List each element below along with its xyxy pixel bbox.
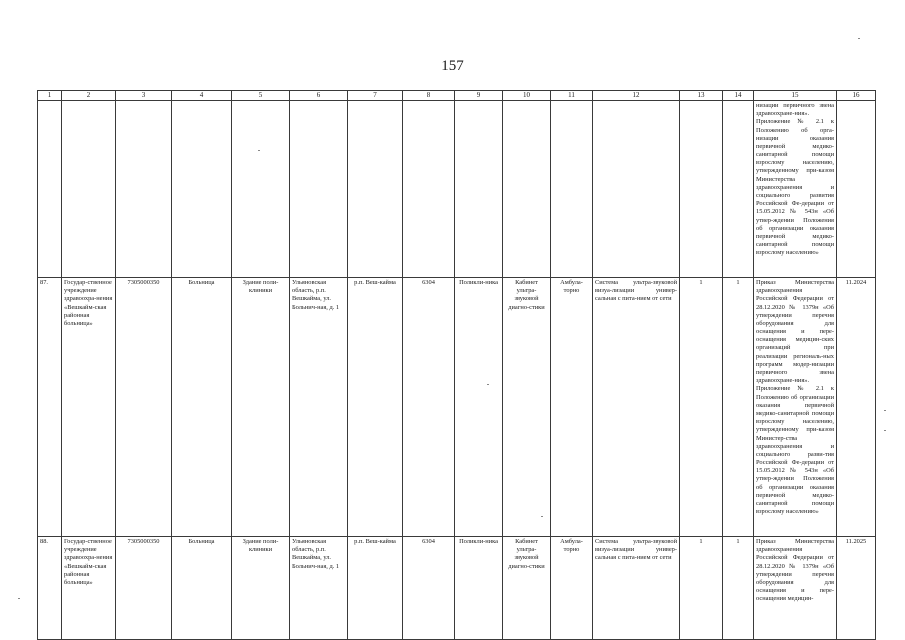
- oktmo-cell: 6304: [403, 536, 455, 639]
- quantity-cell: 1: [680, 277, 723, 536]
- quantity-cell: 1: [680, 536, 723, 639]
- scan-speck: [884, 430, 886, 431]
- basis-cell: Приказ Министерства здравоохранения Российской Федерации от 28.12.2020 № 1379н «Об утверждении перечня оборудования для оснащения и пере-оснащения медицин-ских организаций при реализации региональ-ных программ модер-низации первичного звена здравоохране-ния». Приложение № 2.1 к Положению об организации оказания первичной медико-санитарной помощи взрослому населению, утвержденному при-казом Министер-ства здравоохранения и социального разви-тия Российской Фе-дерации от 15.05.2012 № 543н «Об утвер-ждении Положения об организации оказания первичной медико-санитарной помощи взрослому населению»: [754, 277, 837, 536]
- column-number-row: [38, 91, 876, 101]
- column-header: 8: [403, 91, 455, 101]
- building-cell: Здание поли-клиники: [232, 277, 290, 536]
- quantity-cell: 1: [723, 536, 754, 639]
- basis-cell: Приказ Министерства здравоохранения Российской Федерации от 28.12.2020 № 1379н «Об утверждении перечня оборудования для оснащения и пере-оснащения медицин-: [754, 536, 837, 639]
- column-header: 5: [232, 91, 290, 101]
- scan-speck: [858, 38, 860, 39]
- organization-cell: Государ-ственное учреждение здравоохра-нения «Вешкайм-ская районная больница»: [62, 277, 116, 536]
- equipment-cell: Система ультра-звуковой визуа-лизации универ-сальная с пита-нием от сети: [593, 536, 680, 639]
- column-header: 11: [551, 91, 593, 101]
- page-number: 157: [441, 58, 464, 74]
- scan-speck: [487, 384, 489, 385]
- column-header: 3: [116, 91, 172, 101]
- continuation-row: [38, 100, 876, 277]
- date-cell: 11.2024: [837, 277, 876, 536]
- column-header: 14: [723, 91, 754, 101]
- column-header: 1: [38, 91, 62, 101]
- care-form-cell: Амбула-торно: [551, 277, 593, 536]
- facility-type-cell: Больница: [172, 536, 232, 639]
- column-header: 9: [455, 91, 503, 101]
- room-cell: Кабинет ультра-звуковой диагно-стики: [503, 277, 551, 536]
- table-row: [38, 536, 876, 639]
- care-form-cell: Амбула-торно: [551, 536, 593, 639]
- code-cell: 7305000350: [116, 277, 172, 536]
- equipment-cell: Система ультра-звуковой визуа-лизации универ-сальная с пита-нием от сети: [593, 277, 680, 536]
- column-header: 13: [680, 91, 723, 101]
- address-cell: Ульяновская область, р.п. Вешкайма, ул. Больнич-ная, д. 1: [290, 536, 348, 639]
- settlement-cell: р.п. Веш-кайма: [348, 277, 403, 536]
- quantity-cell: 1: [723, 277, 754, 536]
- column-header: 16: [837, 91, 876, 101]
- registry-table: [37, 90, 876, 640]
- facility-type-cell: Больница: [172, 277, 232, 536]
- column-header: 7: [348, 91, 403, 101]
- column-header: 12: [593, 91, 680, 101]
- code-cell: 7305000350: [116, 536, 172, 639]
- scan-speck: [18, 598, 20, 599]
- column-header: 10: [503, 91, 551, 101]
- scan-speck: [258, 150, 260, 151]
- unit-cell: Поликли-ника: [455, 536, 503, 639]
- row-number: 87.: [38, 277, 62, 536]
- row-number: 88.: [38, 536, 62, 639]
- address-cell: Ульяновская область, р.п. Вешкайма, ул. Больнич-ная, д. 1: [290, 277, 348, 536]
- table-row: [38, 277, 876, 536]
- organization-cell: Государ-ственное учреждение здравоохра-нения «Вешкайм-ская районная больница»: [62, 536, 116, 639]
- column-header: 15: [754, 91, 837, 101]
- scan-speck: [541, 516, 543, 517]
- oktmo-cell: 6304: [403, 277, 455, 536]
- column-header: 2: [62, 91, 116, 101]
- unit-cell: Поликли-ника: [455, 277, 503, 536]
- column-header: 4: [172, 91, 232, 101]
- settlement-cell: р.п. Веш-кайма: [348, 536, 403, 639]
- scan-speck: [884, 410, 886, 411]
- continuation-basis-cell: низации первичного звена здравоохране-ния». Приложение № 2.1 к Положению об орга-низации оказания первичной медико-санитарной помощи взрослому населению, утвержденному при-казом Министерства здравоохранения и социального развития Российской Фе-дерации от 15.05.2012 № 543н «Об утвер-ждении Положения об организации оказания первичной медико-санитарной помощи взрослому населению»: [754, 100, 837, 277]
- building-cell: Здание поли-клиники: [232, 536, 290, 639]
- column-header: 6: [290, 91, 348, 101]
- room-cell: Кабинет ультра-звуковой диагно-стики: [503, 536, 551, 639]
- date-cell: 11.2025: [837, 536, 876, 639]
